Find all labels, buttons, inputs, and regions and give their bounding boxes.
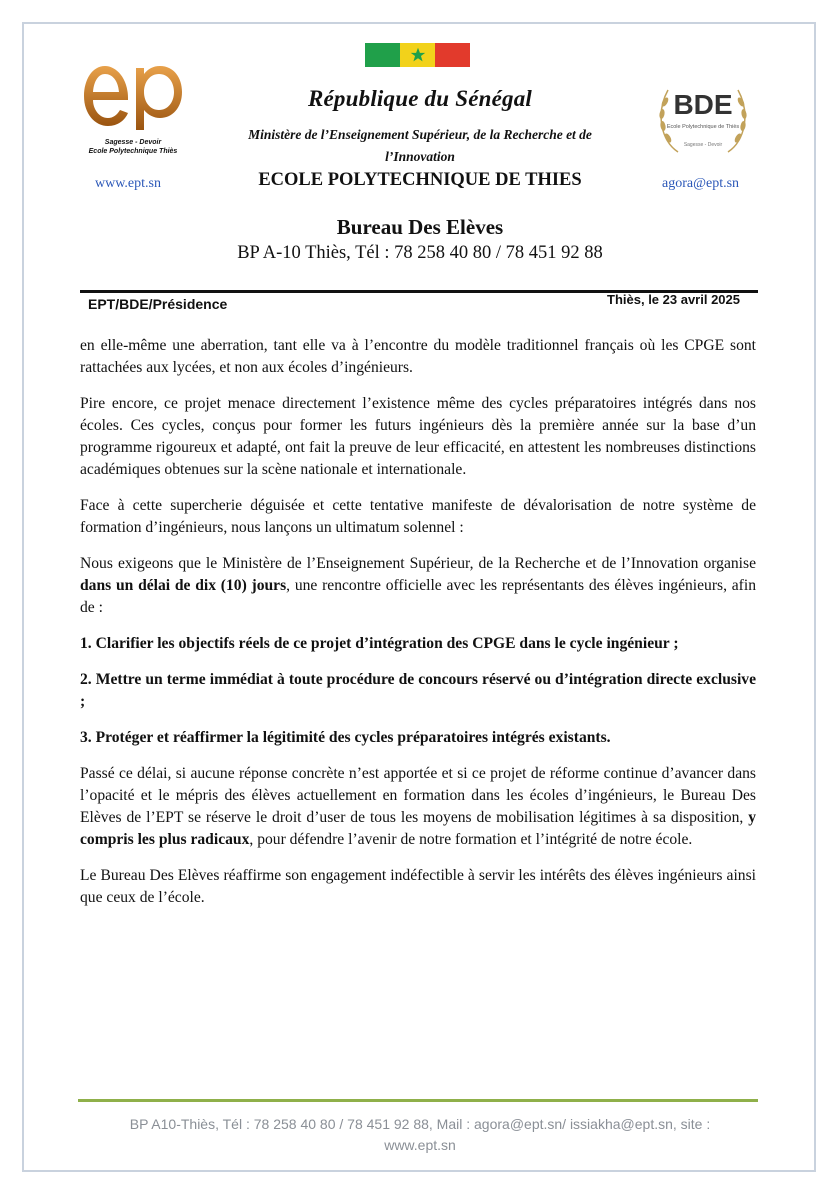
bde-logo xyxy=(648,62,758,172)
footer xyxy=(60,1114,780,1156)
letter-date: Thiès, le 23 avril 2025 xyxy=(607,292,740,307)
bde-logo-text: BDE xyxy=(673,89,733,120)
footer-divider xyxy=(78,1099,758,1102)
star-icon xyxy=(410,47,426,63)
footer-line-2: www.ept.sn xyxy=(384,1137,456,1153)
office-address: BP A-10 Thiès, Tél : 78 258 40 80 / 78 451 92 88 xyxy=(237,243,603,263)
paragraph: Face à cette supercherie déguisée et cette tentative manifeste de dévalorisation de notre système de formation d’ingénieurs, nous lançons un ultimatum solennel : xyxy=(80,497,756,536)
website-link[interactable]: www.ept.sn xyxy=(95,176,161,191)
letter-body xyxy=(80,335,756,923)
school-name: ECOLE POLYTECHNIQUE DE THIES xyxy=(258,170,582,190)
ministry-title: Ministère de l’Enseignement Supérieur, de la Recherche et de l’Innovation xyxy=(248,127,592,164)
footer-line-1: BP A10-Thiès, Tél : 78 258 40 80 / 78 451 92 88, Mail : agora@ept.sn/ issiakha@ept.sn, site : xyxy=(129,1116,711,1132)
reference: EPT/BDE/Présidence xyxy=(88,296,228,312)
svg-text:Ecole Polytechnique de Thiès: Ecole Polytechnique de Thiès xyxy=(666,124,740,130)
paragraph: Pire encore, ce projet menace directement l’existence même des cycles préparatoires intégrés dans nos écoles. Ces cycles, conçus pour former les futurs ingénieurs dès la première année sur la base d’un programme rigoureux et adapté, ont fait la preuve de leur efficacité, en attestent les nombreuses distinctions académiques obtenues sur la scène nationale et internationale. xyxy=(80,395,756,478)
demand-item-1: 1. Clarifier les objectifs réels de ce projet d’intégration des CPGE dans le cycle ingénieur ; xyxy=(80,635,679,652)
republic-title: République du Sénégal xyxy=(307,86,532,111)
senegal-flag xyxy=(365,43,470,67)
email-link[interactable]: agora@ept.sn xyxy=(662,176,740,191)
svg-text:Sagesse - Devoir: Sagesse - Devoir xyxy=(683,142,723,148)
ept-logo-caption: Sagesse - Devoir Ecole Polytechnique Thiès xyxy=(88,139,178,155)
office-title: Bureau Des Elèves xyxy=(336,215,504,239)
demand-item-3: 3. Protéger et réaffirmer la légitimité des cycles préparatoires intégrés existants. xyxy=(80,729,611,746)
paragraph: Le Bureau Des Elèves réaffirme son engagement indéfectible à servir les intérêts des élèves ingénieurs ainsi que ceux de l’école. xyxy=(80,867,756,906)
demand-item-2: 2. Mettre un terme immédiat à toute procédure de concours réservé ou d’intégration directe exclusive ; xyxy=(80,671,756,710)
paragraph: Passé ce délai, si aucune réponse concrète n’est apportée et si ce projet de réforme continue d’avancer dans l’opacité et le mépris des élèves actuellement en formation dans les écoles d’ingénieurs, le Bureau Des Elèves de l’EPT se réserve le droit d’user de tous les moyens de mobilisation légitimes à sa disposition, y compris les plus radicaux, pour défendre l’avenir de notre formation et l’intégrité de notre école. xyxy=(80,765,756,848)
paragraph: Nous exigeons que le Ministère de l’Enseignement Supérieur, de la Recherche et de l’Innovation organise dans un délai de dix (10) jours, une rencontre officielle avec les représentants des élèves ingénieurs, afin de : xyxy=(80,555,756,616)
paragraph: en elle-même une aberration, tant elle va à l’encontre du modèle traditionnel français où les CPGE sont rattachées aux lycées, et non aux écoles d’ingénieurs. xyxy=(80,337,756,376)
